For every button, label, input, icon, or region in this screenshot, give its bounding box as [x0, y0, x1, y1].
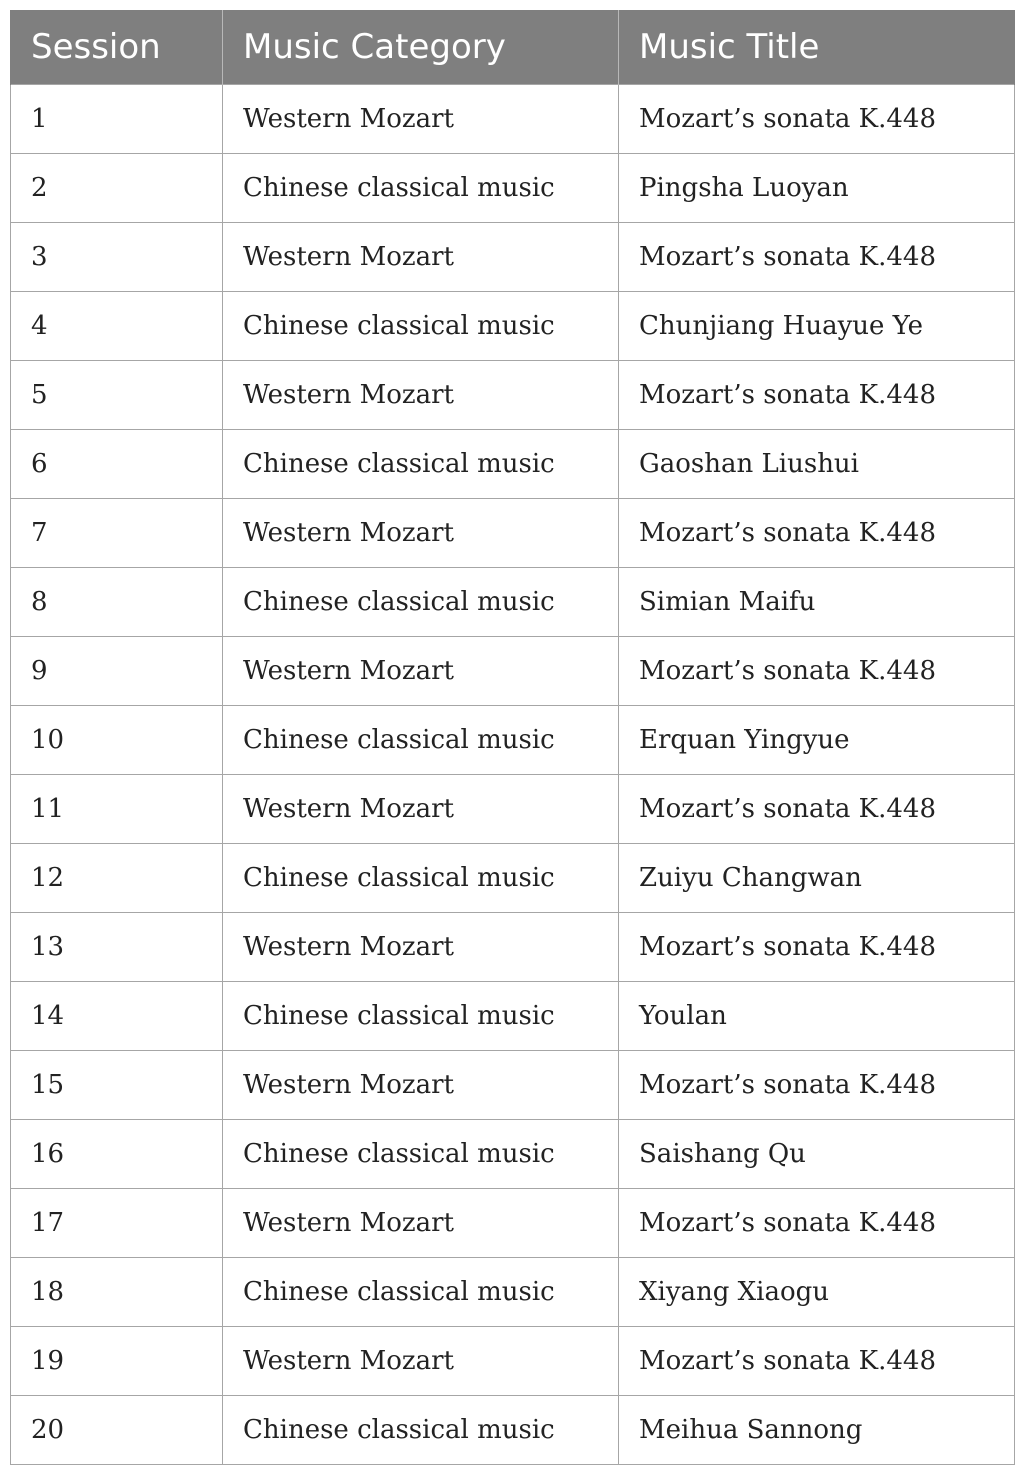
music-title-cell: Mozart’s sonata K.448 — [619, 1327, 1015, 1396]
table-row — [11, 223, 1015, 292]
music-category-cell: Western Mozart — [223, 1189, 619, 1258]
music-category-cell: Chinese classical music — [223, 1258, 619, 1327]
music-title-cell: Xiyang Xiaogu — [619, 1258, 1015, 1327]
session-cell: 14 — [11, 982, 223, 1051]
table-row — [11, 154, 1015, 223]
session-cell: 19 — [11, 1327, 223, 1396]
music-title-cell: Mozart’s sonata K.448 — [619, 85, 1015, 154]
table-row — [11, 361, 1015, 430]
table-row — [11, 982, 1015, 1051]
session-cell: 16 — [11, 1120, 223, 1189]
table-row — [11, 775, 1015, 844]
music-title-cell: Mozart’s sonata K.448 — [619, 223, 1015, 292]
music-category-cell: Western Mozart — [223, 223, 619, 292]
table-row — [11, 568, 1015, 637]
music-category-cell: Western Mozart — [223, 85, 619, 154]
session-cell: 18 — [11, 1258, 223, 1327]
table-body — [11, 85, 1015, 1465]
music-category-cell: Chinese classical music — [223, 1120, 619, 1189]
music-title-cell: Mozart’s sonata K.448 — [619, 775, 1015, 844]
music-category-cell: Western Mozart — [223, 913, 619, 982]
music-category-cell: Western Mozart — [223, 1051, 619, 1120]
table-row — [11, 292, 1015, 361]
table-row — [11, 1396, 1015, 1465]
table-row — [11, 706, 1015, 775]
table-row — [11, 1327, 1015, 1396]
session-cell: 6 — [11, 430, 223, 499]
session-cell: 8 — [11, 568, 223, 637]
session-cell: 10 — [11, 706, 223, 775]
table-row — [11, 430, 1015, 499]
header-row — [11, 10, 1015, 85]
music-category-cell: Western Mozart — [223, 637, 619, 706]
session-cell: 5 — [11, 361, 223, 430]
music-title-cell: Youlan — [619, 982, 1015, 1051]
session-cell: 15 — [11, 1051, 223, 1120]
music-title-cell: Zuiyu Changwan — [619, 844, 1015, 913]
table-header — [11, 10, 1015, 85]
session-cell: 13 — [11, 913, 223, 982]
table-row — [11, 499, 1015, 568]
music-category-cell: Western Mozart — [223, 1327, 619, 1396]
music-title-cell: Mozart’s sonata K.448 — [619, 1051, 1015, 1120]
header-session: Session — [11, 10, 223, 85]
header-music-title: Music Title — [619, 10, 1015, 85]
session-cell: 9 — [11, 637, 223, 706]
music-title-cell: Gaoshan Liushui — [619, 430, 1015, 499]
music-category-cell: Chinese classical music — [223, 982, 619, 1051]
music-title-cell: Chunjiang Huayue Ye — [619, 292, 1015, 361]
session-cell: 2 — [11, 154, 223, 223]
music-title-cell: Simian Maifu — [619, 568, 1015, 637]
music-title-cell: Meihua Sannong — [619, 1396, 1015, 1465]
music-title-cell: Mozart’s sonata K.448 — [619, 499, 1015, 568]
sessions-table-container — [10, 10, 1014, 1465]
music-category-cell: Chinese classical music — [223, 154, 619, 223]
music-title-cell: Pingsha Luoyan — [619, 154, 1015, 223]
music-category-cell: Chinese classical music — [223, 844, 619, 913]
music-title-cell: Mozart’s sonata K.448 — [619, 361, 1015, 430]
header-music-category: Music Category — [223, 10, 619, 85]
table-row — [11, 844, 1015, 913]
table-row — [11, 1120, 1015, 1189]
table-row — [11, 85, 1015, 154]
table-row — [11, 637, 1015, 706]
music-title-cell: Mozart’s sonata K.448 — [619, 1189, 1015, 1258]
table-row — [11, 913, 1015, 982]
music-title-cell: Mozart’s sonata K.448 — [619, 637, 1015, 706]
music-sessions-table — [10, 10, 1015, 1465]
music-category-cell: Chinese classical music — [223, 292, 619, 361]
session-cell: 12 — [11, 844, 223, 913]
music-title-cell: Erquan Yingyue — [619, 706, 1015, 775]
session-cell: 20 — [11, 1396, 223, 1465]
music-category-cell: Western Mozart — [223, 775, 619, 844]
music-title-cell: Mozart’s sonata K.448 — [619, 913, 1015, 982]
music-category-cell: Chinese classical music — [223, 568, 619, 637]
table-row — [11, 1189, 1015, 1258]
session-cell: 3 — [11, 223, 223, 292]
session-cell: 17 — [11, 1189, 223, 1258]
session-cell: 7 — [11, 499, 223, 568]
music-category-cell: Chinese classical music — [223, 706, 619, 775]
music-category-cell: Chinese classical music — [223, 1396, 619, 1465]
music-category-cell: Chinese classical music — [223, 430, 619, 499]
session-cell: 4 — [11, 292, 223, 361]
table-row — [11, 1258, 1015, 1327]
music-title-cell: Saishang Qu — [619, 1120, 1015, 1189]
music-category-cell: Western Mozart — [223, 499, 619, 568]
session-cell: 1 — [11, 85, 223, 154]
session-cell: 11 — [11, 775, 223, 844]
table-row — [11, 1051, 1015, 1120]
music-category-cell: Western Mozart — [223, 361, 619, 430]
